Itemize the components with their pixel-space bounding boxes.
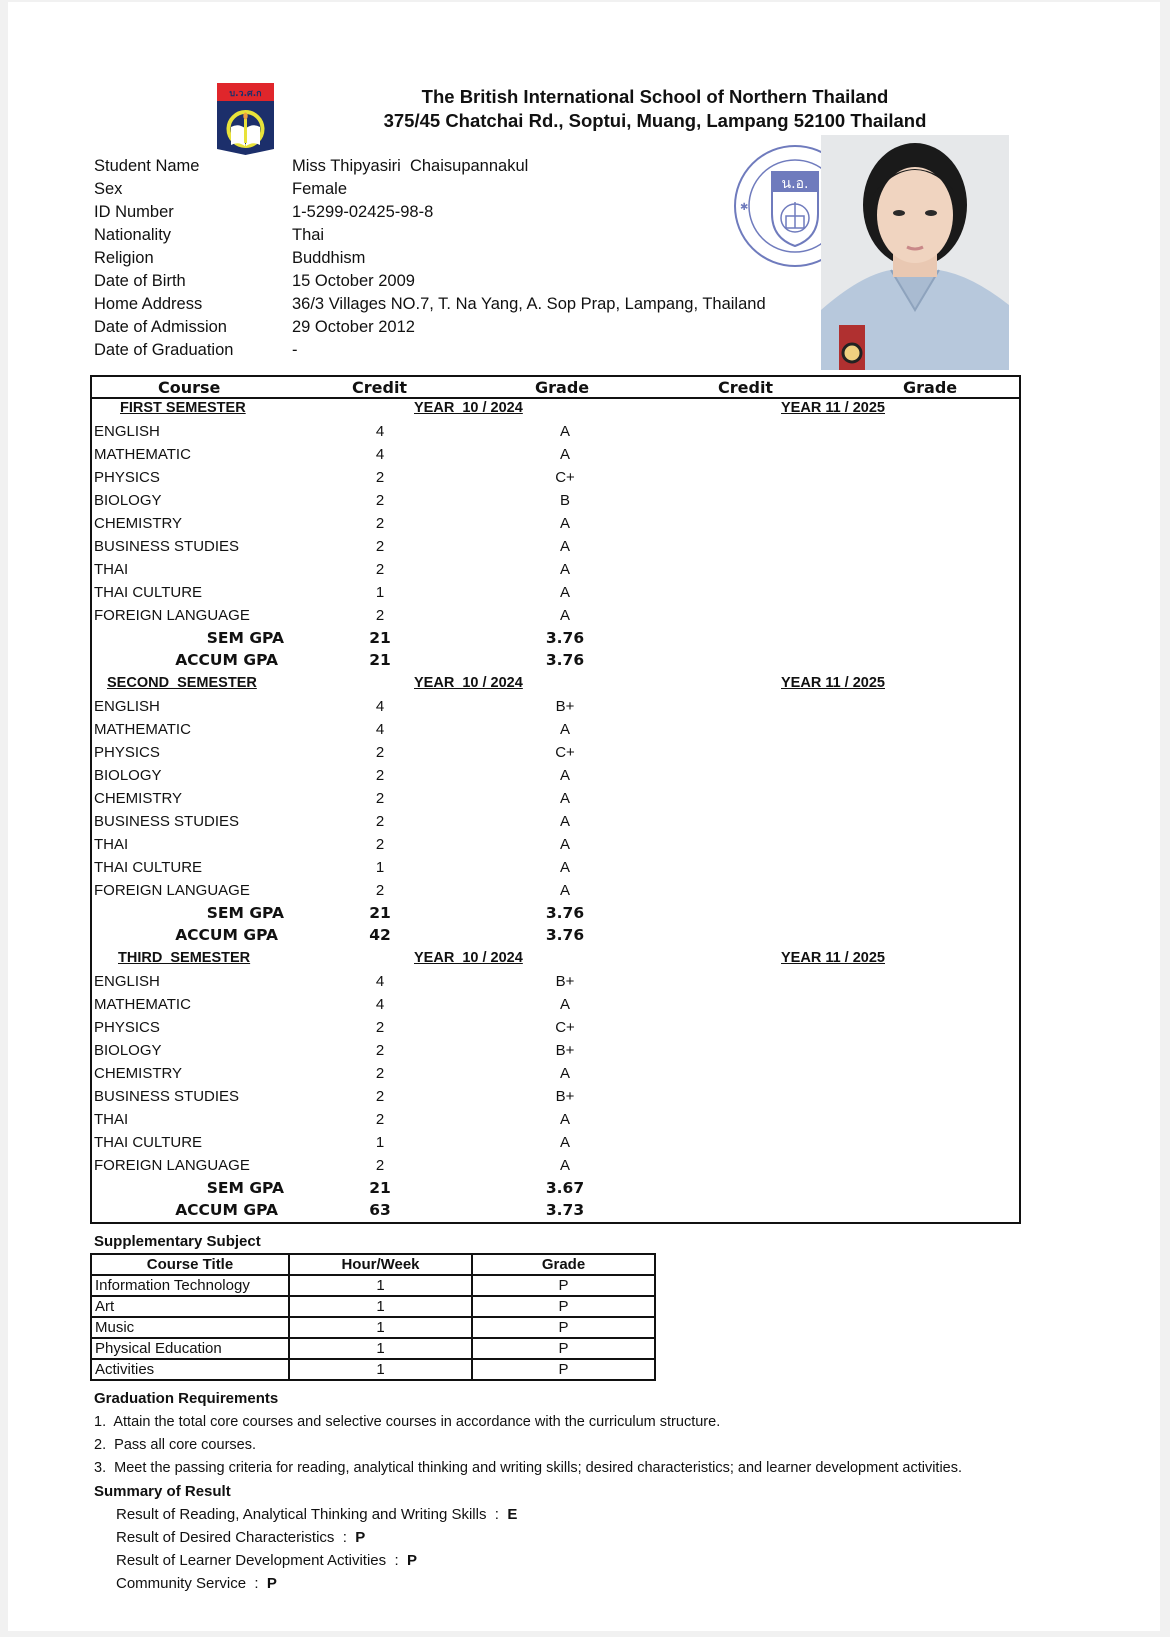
course-name: THAI CULTURE: [94, 1134, 203, 1151]
course-name: ENGLISH: [94, 698, 160, 715]
value-student-name: Miss Thipyasiri Chaisupannakul: [292, 157, 529, 175]
course-credit: 2: [375, 561, 385, 578]
course-credit: 4: [375, 446, 385, 463]
course-grade: A: [559, 882, 570, 899]
course-credit: 2: [375, 1111, 385, 1128]
course-credit: 2: [375, 1042, 385, 1059]
course-grade: B: [559, 492, 570, 509]
supp-grade: P: [472, 1359, 655, 1380]
supp-hours: 1: [289, 1296, 472, 1317]
course-grade: A: [559, 790, 570, 807]
course-credit: 2: [375, 469, 385, 486]
course-grade: B+: [555, 1042, 575, 1059]
summary-item-learner-development: [116, 1552, 417, 1569]
sem-gpa-label: SEM GPA: [206, 629, 284, 647]
requirement-item: 3. Meet the passing criteria for reading, analytical thinking and writing skills; desired characteristics; and learner development activities.: [94, 1460, 963, 1476]
course-credit: 2: [375, 538, 385, 555]
semester-year-11: YEAR 11 / 2025: [781, 950, 885, 966]
column-header-grade: Grade: [472, 1254, 655, 1275]
column-header-grade-year11: Grade: [903, 378, 958, 397]
school-name: The British International School of Northern Thailand: [421, 86, 889, 107]
sem-gpa-credit: 21: [369, 904, 391, 922]
course-name: PHYSICS: [94, 744, 160, 761]
sem-gpa-credit: 21: [369, 629, 391, 647]
course-credit: 2: [375, 1019, 385, 1036]
requirement-item: 2. Pass all core courses.: [94, 1437, 256, 1453]
course-name: THAI: [94, 561, 129, 578]
accum-gpa-value: 3.76: [545, 926, 585, 944]
course-name: FOREIGN LANGUAGE: [94, 1157, 250, 1174]
label-id-number: ID Number: [94, 203, 174, 221]
course-grade: A: [559, 996, 570, 1013]
table-row: [91, 1359, 655, 1380]
label-date-of-birth: Date of Birth: [94, 272, 186, 290]
course-name: BUSINESS STUDIES: [94, 813, 240, 830]
course-grade: A: [559, 813, 570, 830]
summary-value: P: [406, 1552, 417, 1569]
course-grade: A: [559, 1134, 570, 1151]
accum-gpa-value: 3.73: [545, 1201, 585, 1219]
course-credit: 2: [375, 767, 385, 784]
accum-gpa-credit: 42: [369, 926, 391, 944]
course-credit: 2: [375, 813, 385, 830]
label-home-address: Home Address: [94, 295, 203, 313]
supp-hours: 1: [289, 1338, 472, 1359]
sem-gpa-label: SEM GPA: [206, 904, 284, 922]
course-grade: B+: [555, 698, 575, 715]
label-date-of-admission: Date of Admission: [94, 318, 227, 336]
summary-label: Result of Learner Development Activities :: [116, 1552, 407, 1569]
semester-title: SECOND SEMESTER: [107, 675, 257, 691]
course-credit: 4: [375, 996, 385, 1013]
supp-hours: 1: [289, 1359, 472, 1380]
summary-label: Community Service :: [116, 1575, 267, 1592]
summary-item-reading: [116, 1506, 517, 1523]
course-credit: 2: [375, 492, 385, 509]
summary-item-desired-characteristics: [116, 1529, 365, 1546]
graduation-requirements-title: Graduation Requirements: [94, 1390, 279, 1407]
course-credit: 2: [375, 1065, 385, 1082]
course-credit: 2: [375, 836, 385, 853]
course-name: BIOLOGY: [94, 1042, 162, 1059]
course-credit: 1: [375, 1134, 385, 1151]
course-grade: A: [559, 607, 570, 624]
course-grade: A: [559, 1157, 570, 1174]
course-credit: 2: [375, 790, 385, 807]
course-grade: A: [559, 584, 570, 601]
course-grade: A: [559, 538, 570, 555]
accum-gpa-value: 3.76: [545, 651, 585, 669]
table-header-divider: [92, 397, 1019, 399]
accum-gpa-label: ACCUM GPA: [175, 651, 278, 669]
course-grade: A: [559, 515, 570, 532]
table-row: [91, 1338, 655, 1359]
supp-grade: P: [472, 1275, 655, 1296]
supp-grade: P: [472, 1296, 655, 1317]
value-date-of-graduation: -: [292, 341, 298, 359]
course-name: BIOLOGY: [94, 492, 162, 509]
course-grade: A: [559, 561, 570, 578]
requirement-item: 1. Attain the total core courses and selective courses in accordance with the curriculum structure.: [94, 1414, 721, 1430]
label-nationality: Nationality: [94, 226, 172, 244]
course-name: MATHEMATIC: [94, 446, 191, 463]
course-grade: A: [559, 1065, 570, 1082]
course-name: BUSINESS STUDIES: [94, 1088, 240, 1105]
supp-course-title: Information Technology: [91, 1275, 289, 1296]
supp-course-title: Music: [91, 1317, 289, 1338]
column-header-credit-year10: Credit: [352, 378, 408, 397]
supp-grade: P: [472, 1317, 655, 1338]
sem-gpa-value: 3.76: [545, 629, 585, 647]
value-religion: Buddhism: [292, 249, 366, 267]
course-name: ENGLISH: [94, 423, 160, 440]
value-date-of-birth: 15 October 2009: [292, 272, 415, 290]
table-row: [91, 1317, 655, 1338]
supp-course-title: Activities: [91, 1359, 289, 1380]
semester-year-10: YEAR 10 / 2024: [414, 950, 523, 966]
svg-text:บ.ว.ศ.ก: บ.ว.ศ.ก: [229, 89, 262, 99]
course-name: BUSINESS STUDIES: [94, 538, 240, 555]
value-sex: Female: [292, 180, 348, 198]
accum-gpa-label: ACCUM GPA: [175, 926, 278, 944]
course-grade: A: [559, 767, 570, 784]
course-name: THAI: [94, 1111, 129, 1128]
course-credit: 4: [375, 721, 385, 738]
course-name: THAI CULTURE: [94, 584, 203, 601]
course-name: FOREIGN LANGUAGE: [94, 607, 250, 624]
semester-title: FIRST SEMESTER: [120, 400, 246, 416]
svg-text:✱: ✱: [740, 202, 749, 213]
course-name: THAI: [94, 836, 129, 853]
summary-label: Result of Desired Characteristics :: [116, 1529, 356, 1546]
semester-year-10: YEAR 10 / 2024: [414, 400, 523, 416]
sem-gpa-value: 3.76: [545, 904, 585, 922]
summary-value: E: [507, 1506, 518, 1523]
label-student-name: Student Name: [94, 157, 200, 175]
course-grade: C+: [555, 469, 575, 486]
column-header-grade-year10: Grade: [535, 378, 590, 397]
value-id-number: 1-5299-02425-98-8: [292, 203, 434, 221]
semester-year-11: YEAR 11 / 2025: [781, 675, 885, 691]
course-credit: 2: [375, 607, 385, 624]
accum-gpa-label: ACCUM GPA: [175, 1201, 278, 1219]
value-date-of-admission: 29 October 2012: [292, 318, 415, 336]
course-name: THAI CULTURE: [94, 859, 203, 876]
course-grade: A: [559, 836, 570, 853]
course-grade: B+: [555, 973, 575, 990]
course-grade: A: [559, 423, 570, 440]
summary-value: P: [266, 1575, 277, 1592]
school-crest-icon: [217, 83, 274, 155]
column-header-course-title: Course Title: [91, 1254, 289, 1275]
column-header-course: Course: [158, 378, 221, 397]
course-credit: 4: [375, 423, 385, 440]
supp-hours: 1: [289, 1275, 472, 1296]
semester-year-11: YEAR 11 / 2025: [781, 400, 885, 416]
supp-course-title: Art: [91, 1296, 289, 1317]
student-photo: [821, 135, 1009, 370]
summary-value: P: [355, 1529, 366, 1546]
sem-gpa-value: 3.67: [545, 1179, 585, 1197]
supplementary-title: Supplementary Subject: [94, 1233, 261, 1250]
course-credit: 4: [375, 973, 385, 990]
column-header-hour-week: Hour/Week: [289, 1254, 472, 1275]
course-name: PHYSICS: [94, 469, 160, 486]
course-name: ENGLISH: [94, 973, 160, 990]
supp-course-title: Physical Education: [91, 1338, 289, 1359]
course-grade: A: [559, 721, 570, 738]
course-name: CHEMISTRY: [94, 790, 183, 807]
table-row: [91, 1296, 655, 1317]
course-credit: 1: [375, 584, 385, 601]
course-name: BIOLOGY: [94, 767, 162, 784]
course-name: PHYSICS: [94, 1019, 160, 1036]
supp-grade: P: [472, 1338, 655, 1359]
course-credit: 2: [375, 1088, 385, 1105]
course-name: MATHEMATIC: [94, 996, 191, 1013]
label-date-of-graduation: Date of Graduation: [94, 341, 234, 359]
svg-text:น.อ.: น.อ.: [781, 176, 809, 192]
course-grade: C+: [555, 1019, 575, 1036]
table-row: [91, 1275, 655, 1296]
course-name: MATHEMATIC: [94, 721, 191, 738]
sem-gpa-label: SEM GPA: [206, 1179, 284, 1197]
supplementary-header-row: [91, 1254, 655, 1275]
value-nationality: Thai: [292, 226, 325, 244]
course-name: FOREIGN LANGUAGE: [94, 882, 250, 899]
course-credit: 2: [375, 515, 385, 532]
course-name: CHEMISTRY: [94, 1065, 183, 1082]
label-sex: Sex: [94, 180, 123, 198]
semester-title: THIRD SEMESTER: [118, 950, 251, 966]
school-address: 375/45 Chatchai Rd., Soptui, Muang, Lampang 52100 Thailand: [383, 110, 927, 131]
summary-label: Result of Reading, Analytical Thinking and Writing Skills :: [116, 1506, 508, 1523]
course-grade: A: [559, 1111, 570, 1128]
sem-gpa-credit: 21: [369, 1179, 391, 1197]
summary-item-community-service: [116, 1575, 277, 1592]
label-religion: Religion: [94, 249, 154, 267]
value-home-address: 36/3 Villages NO.7, T. Na Yang, A. Sop Prap, Lampang, Thailand: [292, 295, 766, 313]
course-grade: A: [559, 859, 570, 876]
course-credit: 1: [375, 859, 385, 876]
column-header-credit-year11: Credit: [718, 378, 774, 397]
course-credit: 2: [375, 1157, 385, 1174]
summary-of-result-title: Summary of Result: [94, 1483, 231, 1500]
supplementary-table: [90, 1253, 656, 1381]
course-credit: 4: [375, 698, 385, 715]
course-grade: B+: [555, 1088, 575, 1105]
semester-year-10: YEAR 10 / 2024: [414, 675, 523, 691]
course-grade: C+: [555, 744, 575, 761]
course-name: CHEMISTRY: [94, 515, 183, 532]
course-grade: A: [559, 446, 570, 463]
accum-gpa-credit: 63: [369, 1201, 391, 1219]
supp-hours: 1: [289, 1317, 472, 1338]
course-credit: 2: [375, 882, 385, 899]
accum-gpa-credit: 21: [369, 651, 391, 669]
course-credit: 2: [375, 744, 385, 761]
